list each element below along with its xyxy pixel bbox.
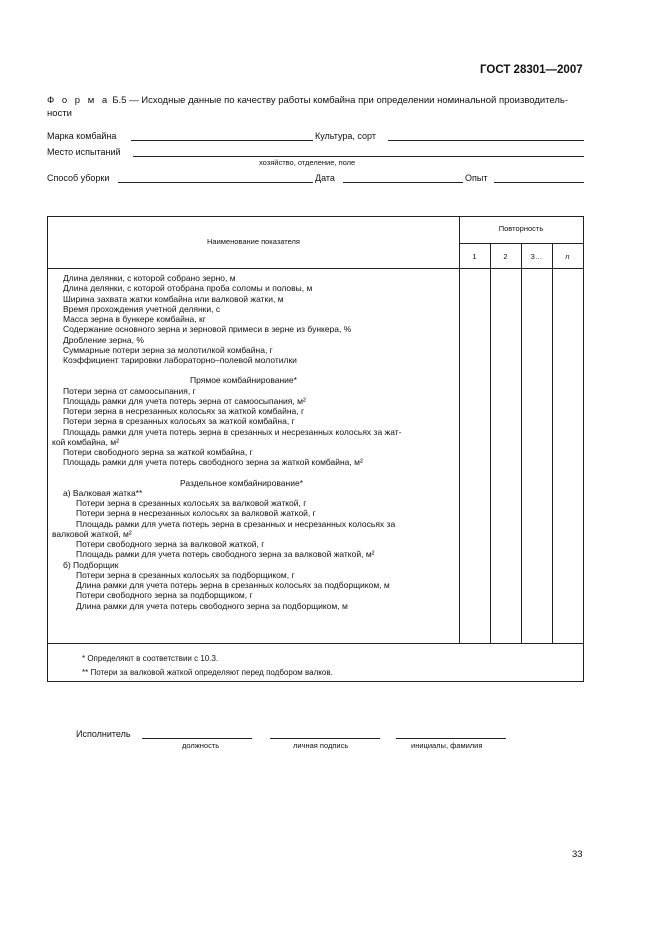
table-row: Потери зерна в несрезанных колосьях за жаткой комбайна, г: [63, 406, 305, 416]
name-caption: инициалы, фамилия: [411, 741, 483, 750]
form-label: Ф о р м а: [47, 95, 110, 106]
trial-label: Опыт: [465, 173, 488, 183]
sign-caption: личная подпись: [293, 741, 349, 750]
table-row: Дробление зерна, %: [63, 334, 144, 345]
crop-label: Культура, сорт: [315, 131, 376, 141]
method-label: Способ уборки: [47, 173, 110, 183]
position-caption: должность: [182, 741, 220, 750]
crop-input[interactable]: [388, 140, 584, 141]
note-1: * Определяют в соответствии с 10.3.: [82, 654, 219, 663]
table-row: а) Валковая жатка**: [63, 487, 143, 498]
table-row: Потери зерна в несрезанных колосьях за валковой жаткой, г: [76, 508, 316, 519]
sign-input[interactable]: [270, 738, 380, 739]
notes-divider: [48, 643, 583, 644]
col-divider: [490, 243, 491, 643]
place-hint: хозяйство, отделение, поле: [259, 158, 356, 167]
table-row: Длина рамки для учета потерь зерна в срезанных колосьях за подборщиком, м: [76, 580, 390, 590]
table-row: Содержание основного зерна и зерновой примеси в зерне из бункера, %: [63, 324, 352, 335]
col-repeat-header: Повторность: [498, 224, 544, 233]
table-row: б) Подборщик: [63, 559, 119, 570]
table-row-spacer: [48, 468, 458, 478]
date-input[interactable]: [343, 182, 463, 183]
table-row: Масса зерна в бункере комбайна, кг: [63, 314, 206, 324]
table-row: Длина рамки для учета потерь свободного зерна за подборщиком, м: [76, 600, 348, 611]
note-2: ** Потери за валковой жаткой определяют перед подбором валков.: [82, 668, 333, 677]
trial-input[interactable]: [494, 182, 584, 183]
repeat-col-3: 3…: [530, 252, 543, 261]
name-input[interactable]: [396, 738, 506, 739]
indicators-table: [47, 216, 584, 682]
table-row: Время прохождения учетной делянки, с: [63, 303, 221, 314]
table-row: Ширина захвата жатки комбайна или валковой жатки, м: [63, 293, 284, 304]
table-row: Потери свободного зерна за подборщиком, г: [76, 590, 253, 601]
table-row: Коэффициент тарировки лабораторно–полевой молотилки: [63, 355, 297, 365]
brand-input[interactable]: [131, 140, 313, 141]
table-row: Потери зерна от самоосыпания, г: [63, 385, 196, 396]
table-row-spacer: [48, 365, 458, 375]
repeat-col-n: n: [565, 252, 570, 261]
table-row: Площадь рамки для учета потерь зерна от самоосыпания, м²: [63, 395, 306, 406]
table-row: Площадь рамки для учета потерь зерна в срезанных и несрезанных колосьях за: [76, 518, 396, 529]
section-heading: Раздельное комбайнирование*: [180, 477, 303, 488]
table-row: Потери зерна в срезанных колосьях за подборщиком, г: [76, 569, 295, 580]
table-notes: [82, 652, 333, 680]
col-divider: [552, 243, 553, 643]
table-row: Площадь рамки для учета потерь свободного зерна за валковой жаткой, м²: [76, 549, 375, 560]
col-indicator-header: Наименование показателя: [207, 237, 300, 246]
table-row: Потери зерна в срезанных колосьях за жаткой комбайна, г: [63, 416, 295, 427]
position-input[interactable]: [142, 738, 252, 739]
table-row: кой комбайна, м²: [52, 436, 119, 447]
col-divider: [459, 217, 460, 643]
table-row: Площадь рамки для учета потерь зерна в срезанных и несрезанных колосьях за жат-: [63, 426, 402, 437]
table-row: Длина делянки, с которой собрано зерно, м: [63, 273, 236, 283]
indicator-rows: [48, 273, 458, 611]
header-bottom: [48, 268, 583, 269]
method-input[interactable]: [118, 182, 313, 183]
form-title-line1: Б.5 — Исходные данные по качеству работы комбайна при определении номинальной производитель-: [112, 95, 569, 106]
section-heading: Прямое комбайнирование*: [190, 375, 297, 386]
col-divider: [521, 243, 522, 643]
executor-label: Исполнитель: [76, 729, 131, 739]
table-row: валковой жаткой, м²: [52, 528, 132, 539]
table-row: Потери свободного зерна за валковой жаткой, г: [76, 539, 265, 549]
table-row: Суммарные потери зерна за молотилкой комбайна, г: [63, 344, 273, 355]
date-label: Дата: [315, 173, 335, 183]
form-title-line2: ности: [47, 107, 72, 119]
table-row: Потери зерна в срезанных колосьях за валковой жаткой, г: [76, 498, 307, 508]
place-input[interactable]: [133, 156, 584, 157]
table-row: Площадь рамки для учета потерь свободного зерна за жаткой комбайна, м²: [63, 457, 363, 468]
header-divider: [459, 243, 583, 244]
table-row: Длина делянки, с которой отобрана проба соломы и половы, м: [63, 283, 313, 294]
table-row: Потери свободного зерна за жаткой комбайна, г: [63, 447, 253, 457]
repeat-col-1: 1: [472, 252, 477, 261]
place-label: Место испытаний: [47, 147, 121, 157]
brand-label: Марка комбайна: [47, 131, 117, 141]
standard-number: ГОСТ 28301—2007: [480, 64, 583, 76]
page-number: 33: [572, 849, 583, 860]
form-title: [47, 95, 587, 120]
repeat-col-2: 2: [503, 252, 508, 261]
